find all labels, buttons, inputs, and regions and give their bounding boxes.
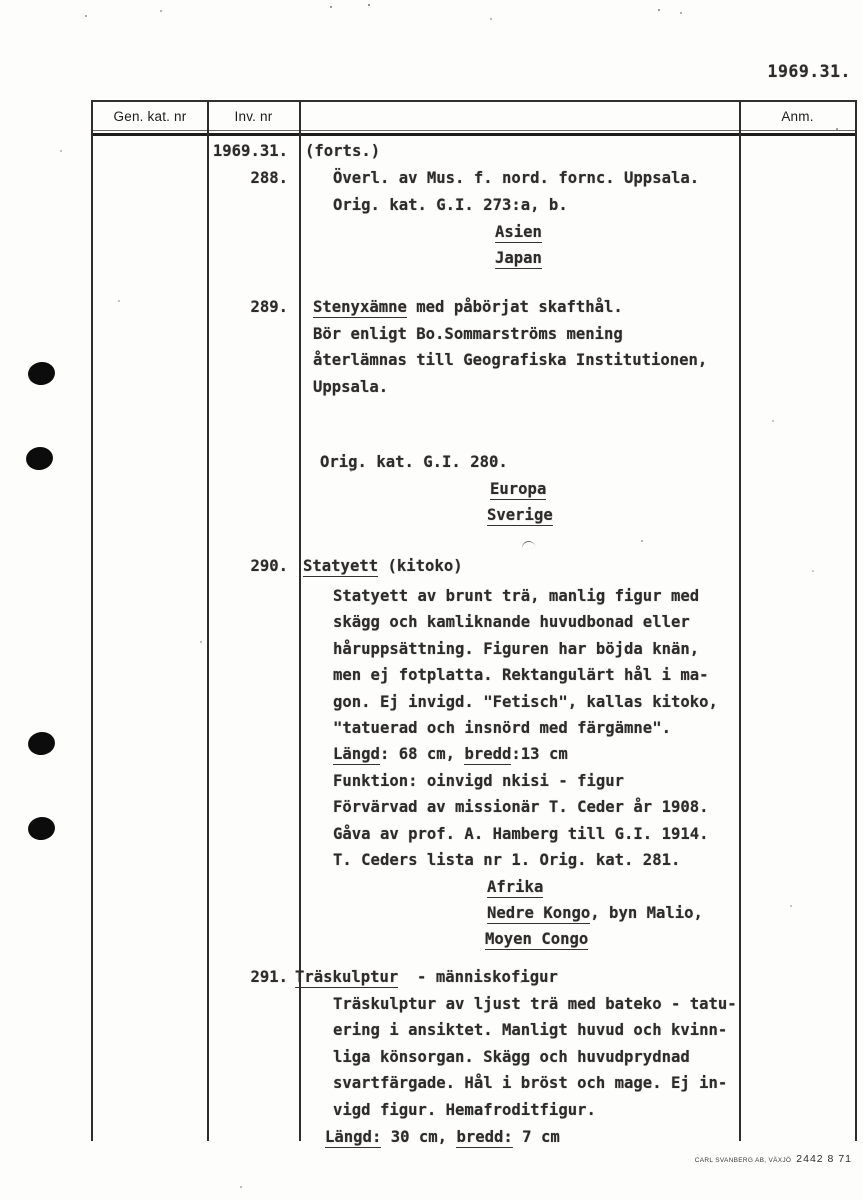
text: Statyett av brunt trä, manlig figur med xyxy=(333,587,700,605)
underlined-text: Längd: xyxy=(325,1128,382,1146)
text: , byn Malio, xyxy=(590,904,703,922)
text: men ej fotplatta. Rektangulärt hål i ma- xyxy=(333,666,709,684)
header-anm: Anm. xyxy=(781,109,814,124)
underlined-text: Japan xyxy=(495,249,542,267)
underlined-text: bredd xyxy=(464,745,512,763)
table-right-rule xyxy=(855,100,857,1141)
catalog-line xyxy=(333,1101,596,1119)
underlined-text: Europa xyxy=(490,480,547,498)
catalog-line xyxy=(333,825,709,843)
text: 7 cm xyxy=(512,1128,560,1146)
text: Överl. av Mus. f. nord. fornc. Uppsala. xyxy=(333,169,700,187)
underlined-text: Nedre Kongo xyxy=(487,904,591,922)
underlined-text: Asien xyxy=(495,223,542,241)
catalog-line xyxy=(305,142,380,160)
header-bottom-rule-thin xyxy=(91,130,857,131)
text: (forts.) xyxy=(305,142,381,160)
text: svartfärgade. Hål i bröst och mage. Ej in- xyxy=(333,1074,728,1092)
catalog-line xyxy=(313,325,623,343)
text: håruppsättning. Figuren har böjda knän, xyxy=(333,640,700,658)
underlined-text: Sverige xyxy=(487,506,553,524)
catalog-line xyxy=(485,930,588,948)
underlined-text: Moyen Congo xyxy=(485,930,589,948)
header-inv-nr: Inv. nr xyxy=(234,109,273,124)
underlined-text: Statyett xyxy=(303,557,379,575)
catalog-line xyxy=(333,1074,727,1092)
text: "tatuerad och insnörd med färgämne". xyxy=(333,719,671,737)
catalog-line xyxy=(333,719,671,737)
catalog-line xyxy=(333,745,568,763)
printer-code: 2442 8 71 xyxy=(796,1153,852,1165)
text: Funktion: oinvigd nkisi - figur xyxy=(333,772,625,790)
catalog-line xyxy=(325,1128,560,1146)
catalog-line xyxy=(333,196,568,214)
header-gen-kat-nr: Gen. kat. nr xyxy=(113,109,187,124)
text: 30 cm, xyxy=(381,1128,457,1146)
text: Bör enligt Bo.Sommarströms mening xyxy=(313,325,623,343)
paper-noise xyxy=(0,0,2,2)
hole-punch xyxy=(27,360,57,387)
table-top-rule xyxy=(91,100,857,102)
catalog-line xyxy=(495,249,542,267)
underlined-text: Stenyxämne xyxy=(313,298,407,316)
printer-name: CARL SVANBERG AB, VÄXJÖ xyxy=(694,1157,792,1164)
catalog-line xyxy=(333,613,690,631)
text: vigd figur. Hemafroditfigur. xyxy=(333,1101,596,1119)
header-bottom-rule xyxy=(91,133,857,136)
catalog-line xyxy=(313,378,388,396)
underlined-text: Träskulptur xyxy=(295,968,399,986)
catalog-line xyxy=(333,169,699,187)
catalog-line xyxy=(333,851,680,869)
text: (kitoko) xyxy=(378,557,463,575)
hole-punch xyxy=(27,730,57,757)
text: ering i ansiktet. Manligt huvud och kvinn- xyxy=(333,1021,728,1039)
text: T. Ceders lista nr 1. Orig. kat. 281. xyxy=(333,851,681,869)
column-rule-anm xyxy=(739,100,741,1141)
hole-punch xyxy=(27,815,57,842)
text: :13 cm xyxy=(511,745,568,763)
page-number: 1969.31. xyxy=(767,62,851,81)
text: återlämnas till Geografiska Institutionen, xyxy=(313,351,708,369)
text: Träskulptur av ljust trä med bateko - tatu- xyxy=(333,995,737,1013)
catalog-line xyxy=(495,223,542,241)
text: liga könsorgan. Skägg och huvudprydnad xyxy=(333,1048,690,1066)
underlined-text: Längd xyxy=(333,745,380,763)
catalog-line xyxy=(320,453,508,471)
inv-nr-cell: 291. xyxy=(250,968,288,986)
catalog-line xyxy=(333,1048,690,1066)
catalog-line xyxy=(333,1021,727,1039)
catalog-line xyxy=(490,480,546,498)
text: Gåva av prof. A. Hamberg till G.I. 1914. xyxy=(333,825,709,843)
catalog-line xyxy=(333,995,737,1013)
catalog-line xyxy=(333,693,718,711)
catalog-line xyxy=(333,587,699,605)
catalog-line xyxy=(333,640,699,658)
printer-imprint xyxy=(695,1153,852,1165)
inv-nr-cell: 290. xyxy=(250,557,288,575)
underlined-text: bredd: xyxy=(456,1128,513,1146)
catalog-line xyxy=(333,772,624,790)
catalog-line xyxy=(487,878,543,896)
text: skägg och kamliknande huvudbonad eller xyxy=(333,613,690,631)
text: Uppsala. xyxy=(313,378,389,396)
pencil-mark xyxy=(520,539,536,550)
text: - människofigur xyxy=(398,968,558,986)
text: med påbörjat skafthål. xyxy=(406,298,623,316)
text: : 68 cm, xyxy=(379,745,465,763)
table-left-rule xyxy=(91,100,93,1141)
text: Orig. kat. G.I. 273:a, b. xyxy=(333,196,568,214)
inv-nr-cell: 289. xyxy=(250,298,288,316)
catalog-line xyxy=(313,351,707,369)
text: Förvärvad av missionär T. Ceder år 1908. xyxy=(333,798,709,816)
text: Orig. kat. G.I. 280. xyxy=(320,453,508,471)
catalog-line xyxy=(303,557,463,575)
inv-nr-cell: 1969.31. xyxy=(212,142,288,160)
catalog-line xyxy=(313,298,623,316)
catalog-line xyxy=(333,798,709,816)
text: gon. Ej invigd. "Fetisch", kallas kitoko, xyxy=(333,693,718,711)
underlined-text: Afrika xyxy=(487,878,544,896)
catalog-line xyxy=(487,506,553,524)
catalog-line xyxy=(295,968,558,986)
inv-nr-cell: 288. xyxy=(250,169,288,187)
hole-punch xyxy=(25,445,55,472)
catalog-line xyxy=(487,904,703,922)
catalog-line xyxy=(333,666,709,684)
